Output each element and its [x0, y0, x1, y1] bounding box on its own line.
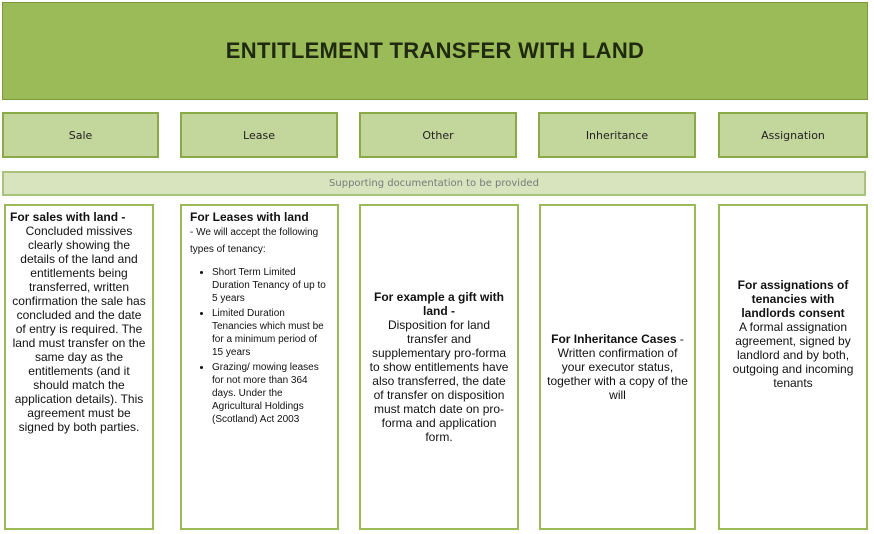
lease-list [190, 266, 329, 426]
other-box [359, 204, 519, 530]
category-assignation: Assignation [718, 112, 868, 158]
category-lease: Lease [180, 112, 338, 158]
lease-item: • Limited Duration Tenancies which must be for a minimum period of 15 years [212, 307, 329, 359]
supporting-documentation-bar: Supporting documentation to be provided [2, 171, 866, 196]
inheritance-box [539, 204, 696, 530]
lease-item: • Grazing/ mowing leases for not more than 364 days. Under the Agricultural Holdings (Scotland) Act 2003 [212, 361, 329, 426]
title-banner [2, 2, 868, 100]
category-other: Other [359, 112, 517, 158]
sale-body: Concluded missives clearly showing the details of the land and entitlements being transferred, written confirmation the sale has concluded and the date of entry is required. The land must transfer on the same day as the entitlements (and it should match the application details). This agreement must be signed by both parties. [12, 224, 146, 434]
lease-intro: - We will accept the following types of tenancy: [190, 227, 319, 255]
sale-box [4, 204, 154, 530]
sale-heading: For sales with land - [10, 210, 126, 224]
lease-box [180, 204, 339, 530]
inheritance-heading: For Inheritance Cases [551, 332, 677, 346]
page-title: ENTITLEMENT TRANSFER WITH LAND [225, 38, 645, 63]
assignation-body: A formal assignation agreement, signed by landlord and by both, outgoing and incoming tenants [732, 320, 854, 390]
inheritance-body: - Written confirmation of your executor status, together with a copy of the will [547, 332, 688, 402]
assignation-heading: For assignations of tenancies with landlords consent [737, 278, 849, 320]
lease-item: • Short Term Limited Duration Tenancy of up to 5 years [212, 266, 329, 305]
category-inheritance: Inheritance [538, 112, 696, 158]
other-body: Disposition for land transfer and supplementary pro-forma to show entitlements have also transferred, the date of transfer on disposition must match date on pro-forma and application form. [369, 318, 509, 444]
category-sale: Sale [2, 112, 159, 158]
lease-heading: For Leases with land [190, 210, 309, 224]
assignation-box [718, 204, 868, 530]
other-heading: For example a gift with land - [373, 290, 505, 318]
